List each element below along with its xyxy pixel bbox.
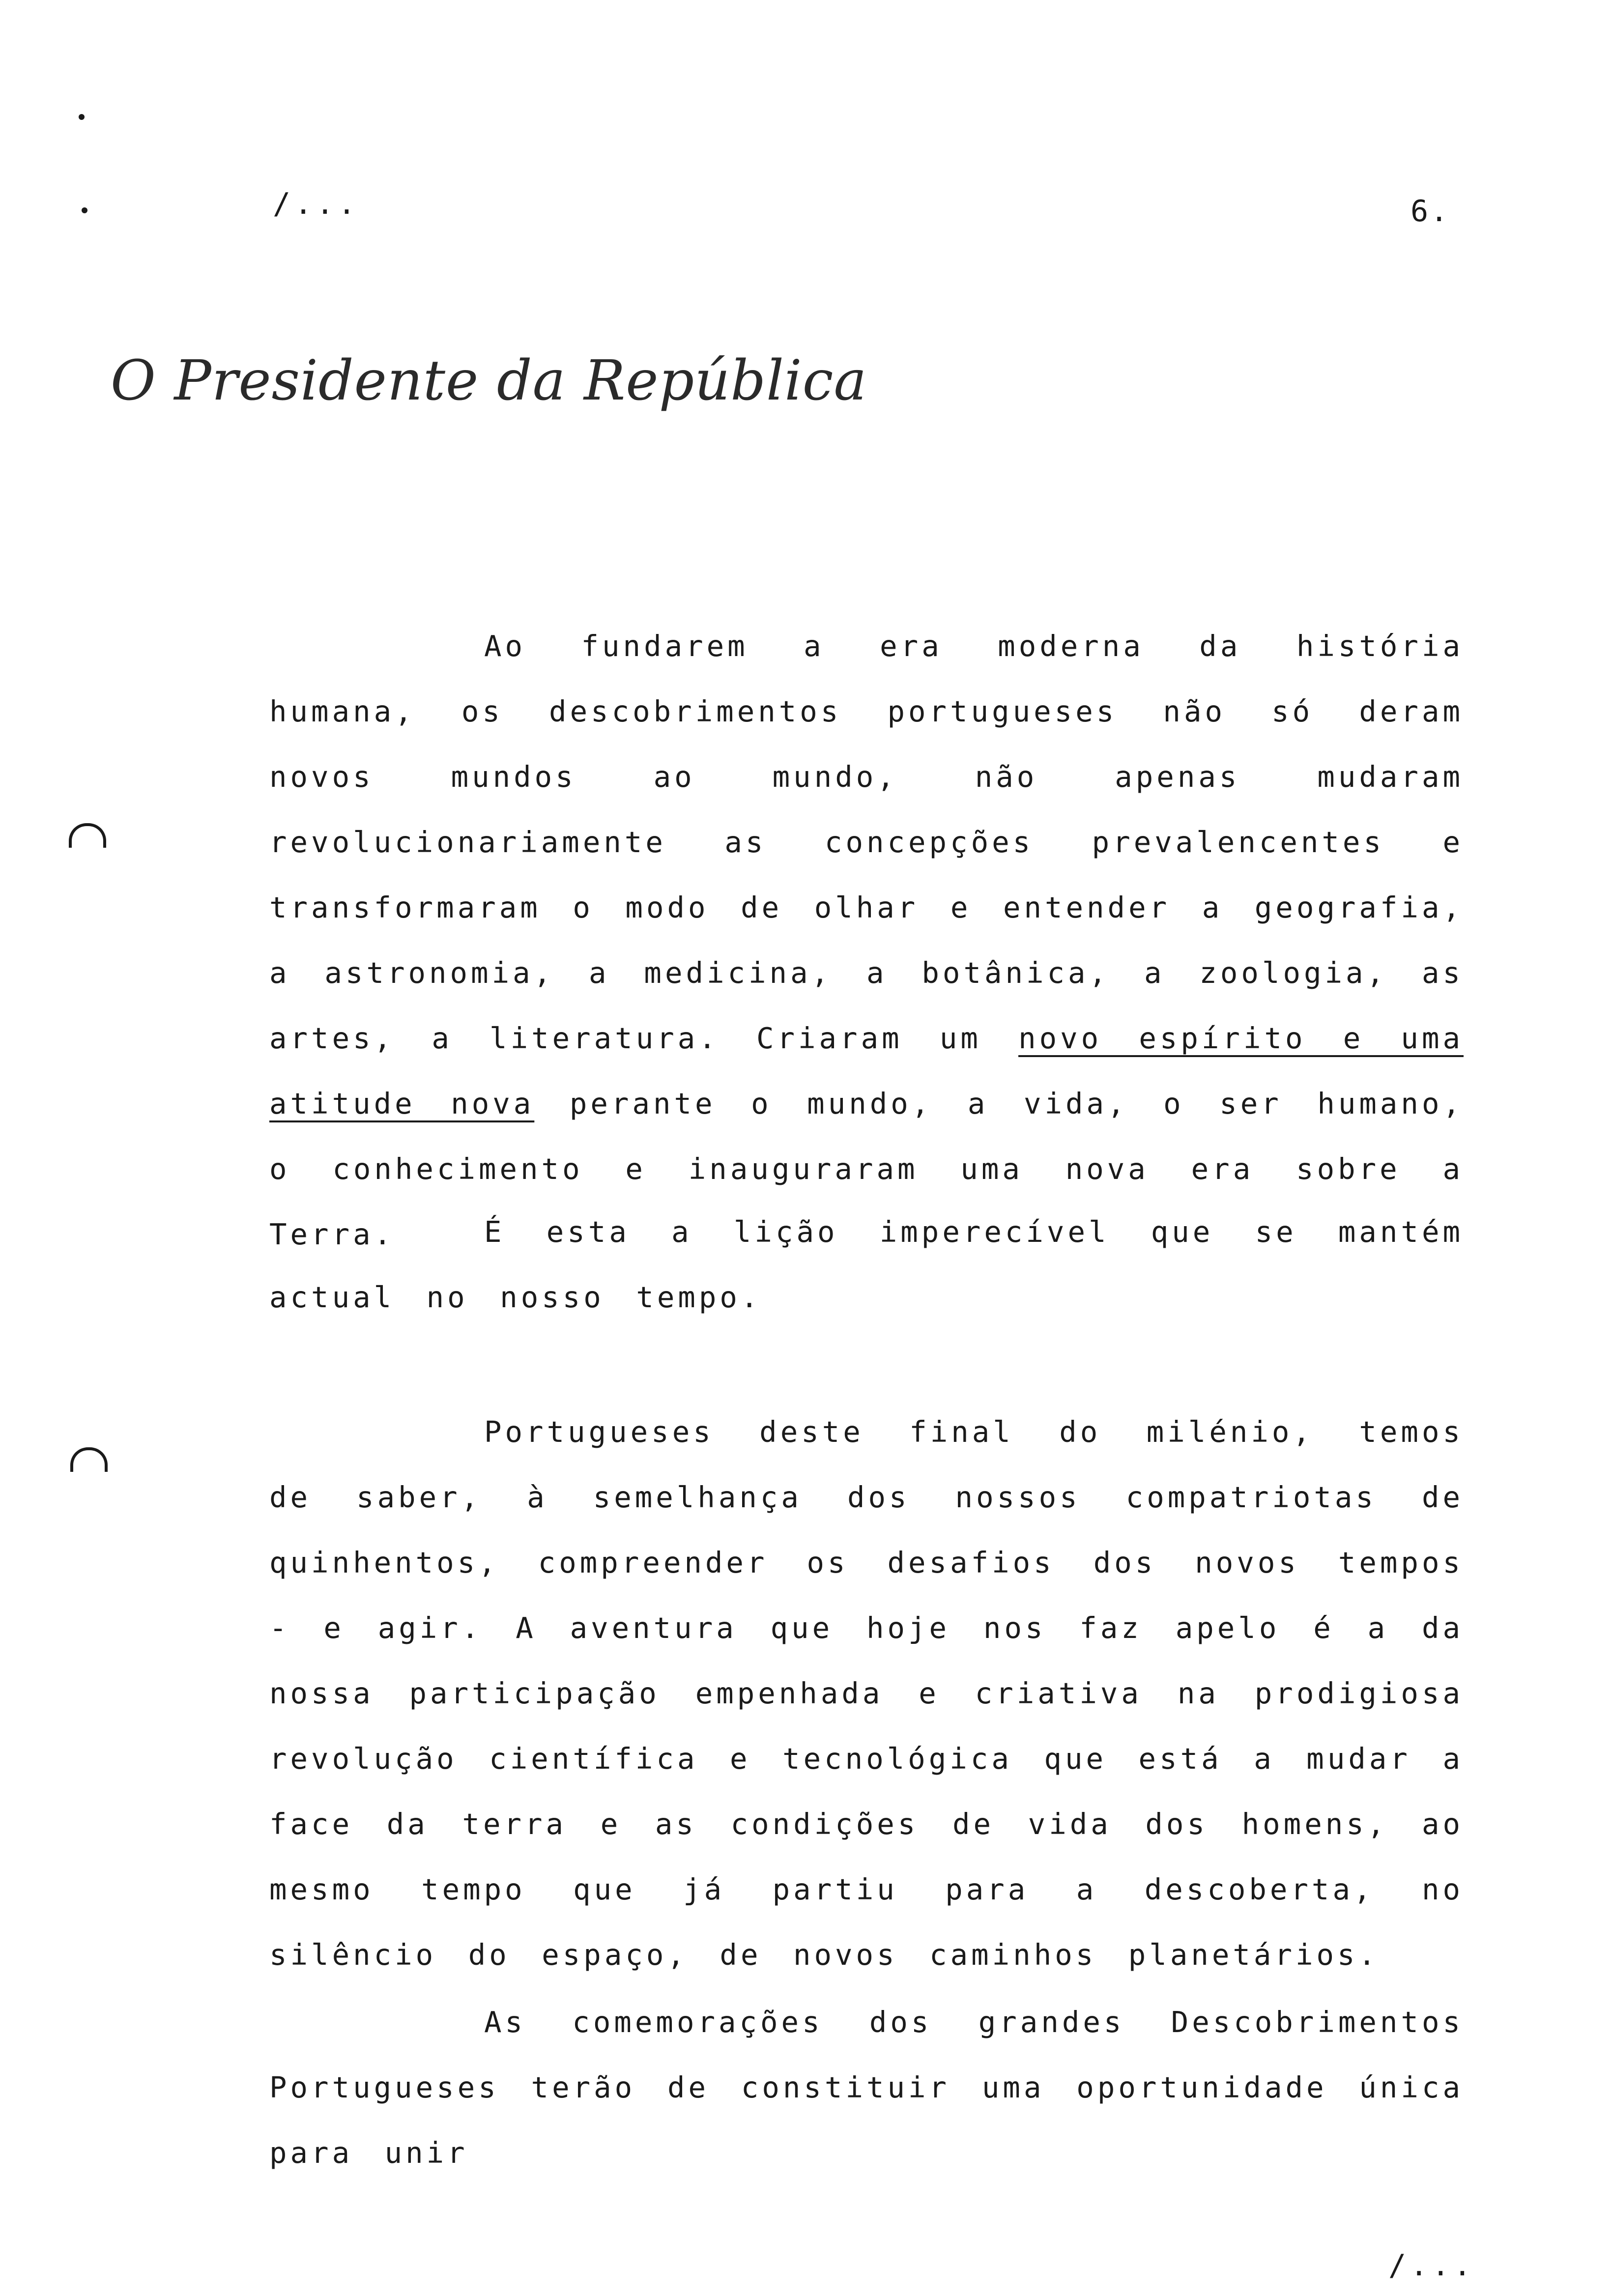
paragraph-1-text-start: Ao fundarem a era moderna da história humana, os descobrimentos portugueses não só deram novos mundos ao mundo, não apenas mudaram revolucionariamente as concepções prevalencentes e transformaram o modo de olhar e entender a geografia, a astronomia, a medicina, a botânica, a zoologia, as artes, a literatura. Criaram um (269, 629, 1464, 1055)
underlined-phrase: novo espírito e uma atitude nova (269, 1021, 1464, 1120)
continuation-marker-bottom: /... (1388, 2248, 1475, 2283)
paragraph-4-text: As comemorações dos grandes Descobrimentos Portugueses terão de constituir uma oportunidade única para unir (269, 2005, 1464, 2170)
paragraph-1 (269, 613, 1464, 1267)
paragraph-3 (269, 1399, 1464, 1987)
binder-hole-mark (70, 1447, 108, 1472)
continuation-marker-top: /... (273, 187, 360, 221)
margin-dot (79, 114, 85, 120)
binder-hole-mark (69, 823, 106, 848)
letterhead-title: O Presidente da República (111, 349, 867, 413)
paragraph-4 (269, 1989, 1464, 2185)
paragraph-1-text-end: perante o mundo, a vida, o ser humano, o conhecimento e inauguraram uma nova era sobre a Terra. (269, 1087, 1464, 1251)
paragraph-2-text: É esta a lição imperecível que se mantém actual no nosso tempo. (269, 1215, 1464, 1314)
page-number: 6. (1410, 194, 1450, 229)
margin-dot (82, 207, 87, 213)
paragraph-3-text: Portugueses deste final do milénio, temos de saber, à semelhança dos nossos compatriotas de quinhentos, compreender os desafios dos novos tempos - e agir. A aventura que hoje nos faz apelo é a da nossa participação empenhada e criativa na prodigiosa revolução científica e tecnológica que está a mudar a face da terra e as condições de vida dos homens, ao mesmo tempo que já partiu para a descoberta, no silêncio do espaço, de novos caminhos planetários. (269, 1415, 1464, 1972)
paragraph-2 (269, 1199, 1464, 1330)
